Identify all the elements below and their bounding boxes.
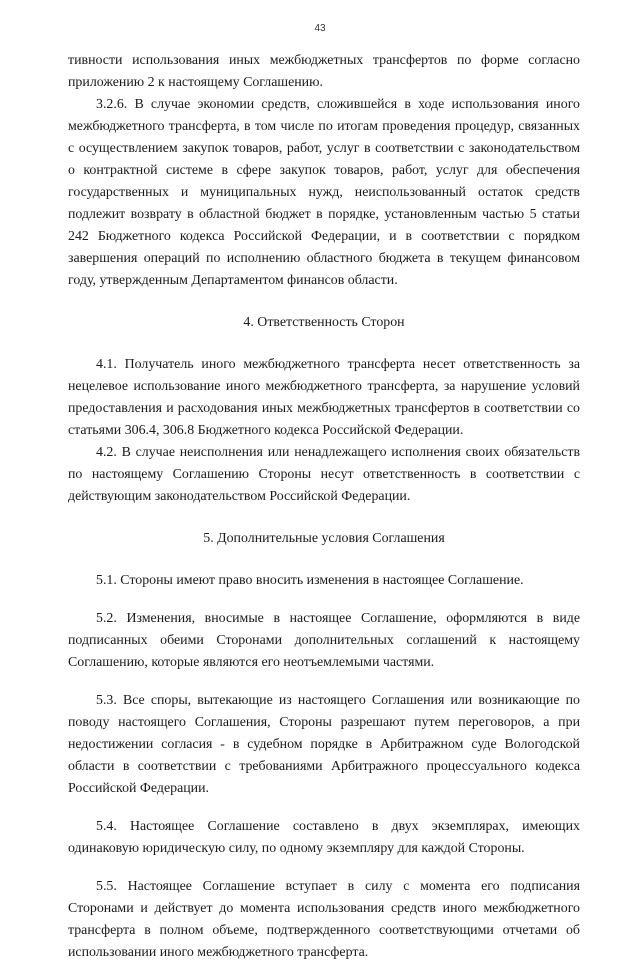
document-body [68, 50, 580, 964]
paragraph-4-1: 4.1. Получатель иного межбюджетного трансферта несет ответственность за нецелевое использование иного межбюджетного трансферта, за нарушение условий предоставления и расходования иных межбюджетных трансфертов в соответствии со статьями 306.4, 306.8 Бюджетного кодекса Российской Федерации. [68, 357, 580, 438]
paragraph-5-5: 5.5. Настоящее Соглашение вступает в силу с момента его подписания Сторонами и действует до момента использования средств иного межбюджетного трансферта в полном объеме, подтвержденного соответствующими отчетами об использовании иного межбюджетного трансферта. [68, 879, 580, 960]
paragraph-5-2: 5.2. Изменения, вносимые в настоящее Соглашение, оформляются в виде подписанных обеими Сторонами дополнительных соглашений к настоящему Соглашению, которые являются его неотъемлемыми частями. [68, 611, 580, 670]
paragraph-5-4: 5.4. Настоящее Соглашение составлено в двух экземплярах, имеющих одинаковую юридическую силу, по одному экземпляру для каждой Стороны. [68, 819, 580, 856]
section-heading-additional-terms: 5. Дополнительные условия Соглашения [203, 531, 445, 546]
section-heading-responsibility: 4. Ответственность Сторон [243, 315, 405, 330]
page-number: 43 [314, 23, 326, 34]
paragraph-5-3: 5.3. Все споры, вытекающие из настоящего Соглашения или возникающие по поводу настоящего Соглашения, Стороны разрешают путем переговоров, а при недостижении согласия - в судебном порядке в Арбитражном суде Вологодской области в соответствии с требованиями Арбитражного процессуального кодекса Российской Федерации. [68, 693, 580, 796]
paragraph-3-2-6: 3.2.6. В случае экономии средств, сложившейся в ходе использования иного межбюджетного трансферта, в том числе по итогам проведения процедур, связанных с осуществлением закупок товаров, работ, услуг в соответствии с законодательством о контрактной системе в сфере закупок товаров, работ, услуг для обеспечения государственных и муниципальных нужд, неиспользованный остаток средств подлежит возврату в областной бюджет в порядке, установленным частью 5 статьи 242 Бюджетного кодекса Российской Федерации, и в соответствии с порядком завершения операций по исполнению областного бюджета в текущем финансовом году, утвержденным Департаментом финансов области. [68, 97, 580, 288]
paragraph-4-2: 4.2. В случае неисполнения или ненадлежащего исполнения своих обязательств по настоящему Соглашению Стороны несут ответственность в соответствии с действующим законодательством Российской Федерации. [68, 445, 580, 504]
paragraph-continuation: тивности использования иных межбюджетных трансфертов по форме согласно приложению 2 к настоящему Соглашению. [68, 53, 580, 90]
paragraph-5-1: 5.1. Стороны имеют право вносить изменения в настоящее Соглашение. [96, 573, 524, 588]
